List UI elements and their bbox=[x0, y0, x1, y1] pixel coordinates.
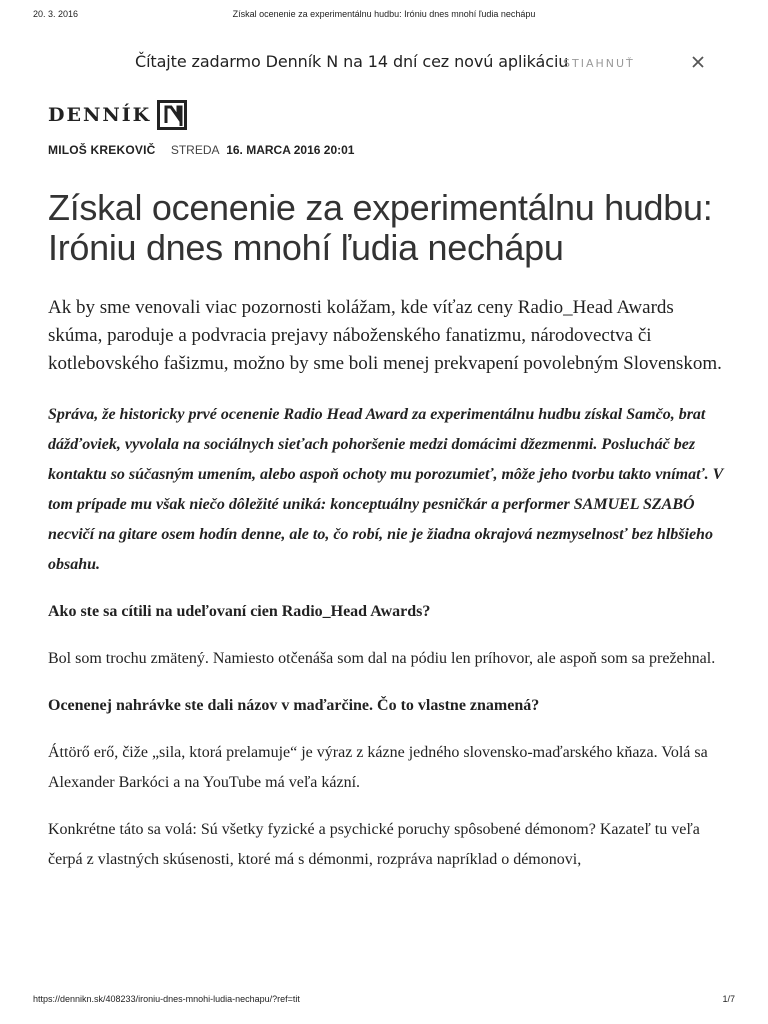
n-logo-icon bbox=[157, 100, 187, 130]
interview-question: Ako ste sa cítili na udeľovaní cien Radio_Head Awards? bbox=[48, 603, 431, 620]
interview-answer: Áttörő erő, čiže „sila, ktorá prelamuje“ je výraz z kázne jedného slovensko-maďarského kňaza. Volá sa Alexander Barkóci a na YouTube má veľa kázní. bbox=[48, 744, 708, 791]
publish-weekday: STREDA bbox=[170, 143, 219, 157]
interview-question: Ocenenej nahrávke ste dali názov v maďarčine. Čo to vlastne znamená? bbox=[48, 697, 540, 714]
print-footer bbox=[0, 994, 768, 1008]
print-title: Získal ocenenie za experimentálnu hudbu: Iróniu dnes mnohí ľudia nechápu bbox=[232, 9, 536, 19]
article-headline: Získal ocenenie za experimentálnu hudbu: Iróniu dnes mnohí ľudia nechápu bbox=[48, 187, 713, 268]
site-logo[interactable] bbox=[48, 98, 187, 132]
article-body bbox=[48, 294, 728, 875]
interview-answer: Konkrétne táto sa volá: Sú všetky fyzické a psychické poruchy spôsobené démonom? Kazateľ tu veľa čerpá z vlastných skúsenosti, ktoré má s démonmi, rozpráva napríklad o démonovi, bbox=[48, 821, 700, 868]
author-name[interactable]: MILOŠ KREKOVIČ bbox=[48, 143, 156, 157]
interview-answer: Bol som trochu zmätený. Namiesto otčenáša som dal na pódiu len príhovor, ale aspoň som sa prežehnal. bbox=[48, 650, 716, 667]
print-date: 20. 3. 2016 bbox=[33, 9, 79, 19]
logo-wordmark: DENNÍK bbox=[48, 104, 152, 126]
byline bbox=[48, 143, 354, 157]
publish-datetime: 16. MARCA 2016 20:01 bbox=[226, 143, 355, 157]
download-app-link[interactable]: STIAHNUŤ bbox=[563, 57, 635, 70]
app-promo-banner bbox=[0, 50, 768, 78]
article-lead: Ak by sme venovali viac pozornosti kolážam, kde víťaz ceny Radio_Head Awards skúma, paroduje a podvracia prejavy náboženského fanatizmu, národovectva či kotlebovského fašizmu, možno by sme boli menej prekvapení povolebným Slovenskom. bbox=[48, 297, 722, 374]
article-intro: Správa, že historicky prvé ocenenie Radio Head Award za experimentálnu hudbu získal Samčo, brat dážďoviek, vyvolala na sociálnych sieťach pohoršenie medzi domácimi džezmenmi. Poslucháč bez kontaktu so súčasným umením, alebo aspoň ochoty mu porozumieť, môže jeho tvorbu takto vnímať. V tom prípade mu však niečo dôležité uniká: konceptuálny pesničkár a performer SAMUEL SZABÓ necvičí na gitare osem hodín denne, ale to, čo robí, nie je žiadna okrajová nezmyselnosť bez hlbšieho obsahu. bbox=[48, 406, 724, 573]
print-url: https://dennikn.sk/408233/ironiu-dnes-mnohi-ludia-nechapu/?ref=tit bbox=[33, 994, 300, 1004]
print-header bbox=[0, 9, 768, 23]
promo-text: Čítajte zadarmo Denník N na 14 dní cez novú aplikáciu bbox=[135, 52, 569, 71]
page-number: 1/7 bbox=[722, 994, 735, 1004]
close-icon[interactable] bbox=[689, 53, 707, 71]
